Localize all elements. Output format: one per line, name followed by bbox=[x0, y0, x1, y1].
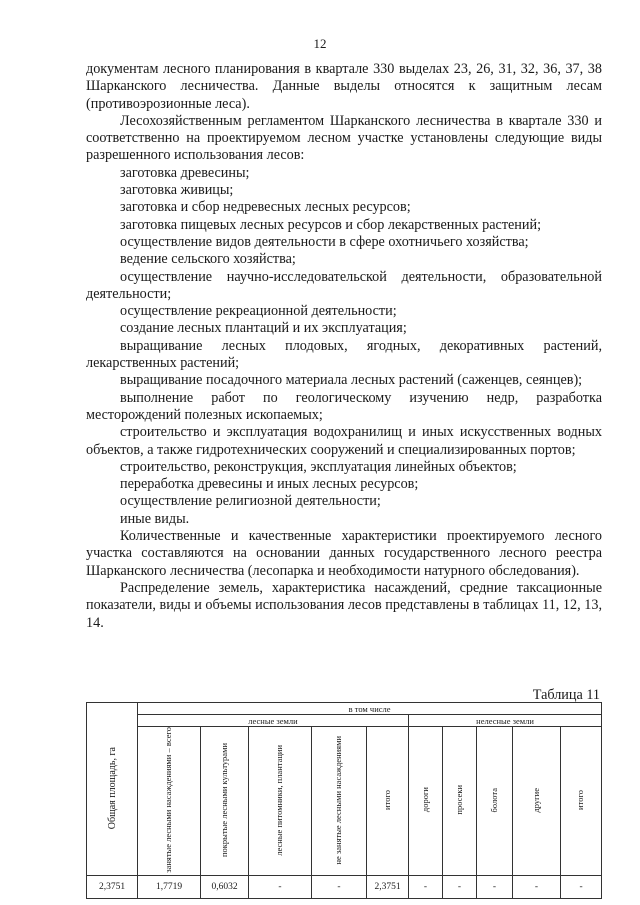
paragraph: Лесохозяйственным регламентом Шарканского лесничества в квартале 330 и соответственно на проектируемом лесном участке установлены следующие виды разрешенного использования лесов: bbox=[86, 112, 602, 164]
list-item: выращивание посадочного материала лесных растений (саженцев, сеянцев); bbox=[120, 372, 583, 389]
list-item: строительство и эксплуатация водохранилищ и иных искусственных водных объектов, а также гидротехнических сооружений и специализированных портов; bbox=[86, 424, 602, 458]
column-header: не занятые лесными насаждениями bbox=[312, 727, 367, 876]
list-item: заготовка древесины; bbox=[120, 164, 250, 181]
header-total-area: Общая площадь, га bbox=[87, 703, 138, 876]
table-cell: - bbox=[249, 875, 312, 898]
table-cell: - bbox=[561, 875, 602, 898]
column-header: лесные питомники, плантации bbox=[249, 727, 312, 876]
list-item: выполнение работ по геологическому изучению недр, разработка месторождений полезных ископаемых; bbox=[86, 389, 602, 423]
list-item: выращивание лесных плодовых, ягодных, декоративных растений, лекарственных растений; bbox=[86, 337, 602, 372]
list-item: заготовка и сбор недревесных лесных ресурсов; bbox=[120, 199, 411, 216]
column-header: занятые лесными насаждениями – всего bbox=[138, 727, 201, 876]
paragraph: документам лесного планирования в квартале 330 выделах 23, 26, 31, 32, 36, 37, 38 Шарканского лесничества. Данные выделы относятся к защитным лесам (противоэрозионные леса). bbox=[86, 61, 602, 112]
paragraph: Количественные и качественные характеристики проектируемого лесного участка составляются на основании данных государственного лесного реестра Шарканского лесничества (лесопарка и необходимости натурного обследования). bbox=[86, 528, 602, 579]
uses-list bbox=[86, 165, 602, 528]
header-forest-lands: лесные земли bbox=[138, 715, 409, 727]
list-item: создание лесных плантаций и их эксплуатация; bbox=[120, 320, 407, 337]
column-header: покрытые лесными культурами bbox=[201, 727, 249, 876]
list-item: переработка древесины и иных лесных ресурсов; bbox=[120, 476, 419, 493]
list-item: осуществление рекреационной деятельности; bbox=[120, 303, 397, 320]
column-header: болота bbox=[477, 727, 513, 876]
table-cell: 2,3751 bbox=[367, 875, 409, 898]
body-text bbox=[86, 61, 602, 632]
table-cell: - bbox=[477, 875, 513, 898]
table-cell: 0,6032 bbox=[201, 875, 249, 898]
header-nonforest-lands: нелесные земли bbox=[409, 715, 602, 727]
table-cell: - bbox=[443, 875, 477, 898]
list-item: ведение сельского хозяйства; bbox=[120, 251, 296, 268]
table-cell: - bbox=[409, 875, 443, 898]
table-cell: 2,3751 bbox=[87, 875, 138, 898]
column-header: просеки bbox=[443, 727, 477, 876]
header-including: в том числе bbox=[138, 703, 602, 715]
column-header: дороги bbox=[409, 727, 443, 876]
table-row bbox=[87, 875, 602, 898]
table-cell: 1,7719 bbox=[138, 875, 201, 898]
table-title: Таблица 11 bbox=[532, 687, 600, 703]
column-header: итого bbox=[561, 727, 602, 876]
list-item: заготовка пищевых лесных ресурсов и сбор лекарственных растений; bbox=[120, 216, 542, 233]
list-item: строительство, реконструкция, эксплуатация линейных объектов; bbox=[120, 458, 517, 475]
page-number: 12 bbox=[313, 36, 327, 51]
list-item: осуществление религиозной деятельности; bbox=[120, 493, 381, 510]
table-cell: - bbox=[513, 875, 561, 898]
list-item: осуществление видов деятельности в сфере охотничьего хозяйства; bbox=[120, 233, 529, 250]
list-item: заготовка живицы; bbox=[120, 182, 234, 199]
column-header: итого bbox=[367, 727, 409, 876]
list-item: осуществление научно-исследовательской деятельности, образовательной деятельности; bbox=[86, 268, 602, 302]
list-item: иные виды. bbox=[120, 510, 190, 527]
paragraph: Распределение земель, характеристика насаждений, средние таксационные показатели, виды и объемы использования лесов представлены в таблицах 11, 12, 13, 14. bbox=[86, 579, 602, 631]
table-cell: - bbox=[312, 875, 367, 898]
land-distribution-table bbox=[86, 702, 602, 899]
column-header: другие bbox=[513, 727, 561, 876]
